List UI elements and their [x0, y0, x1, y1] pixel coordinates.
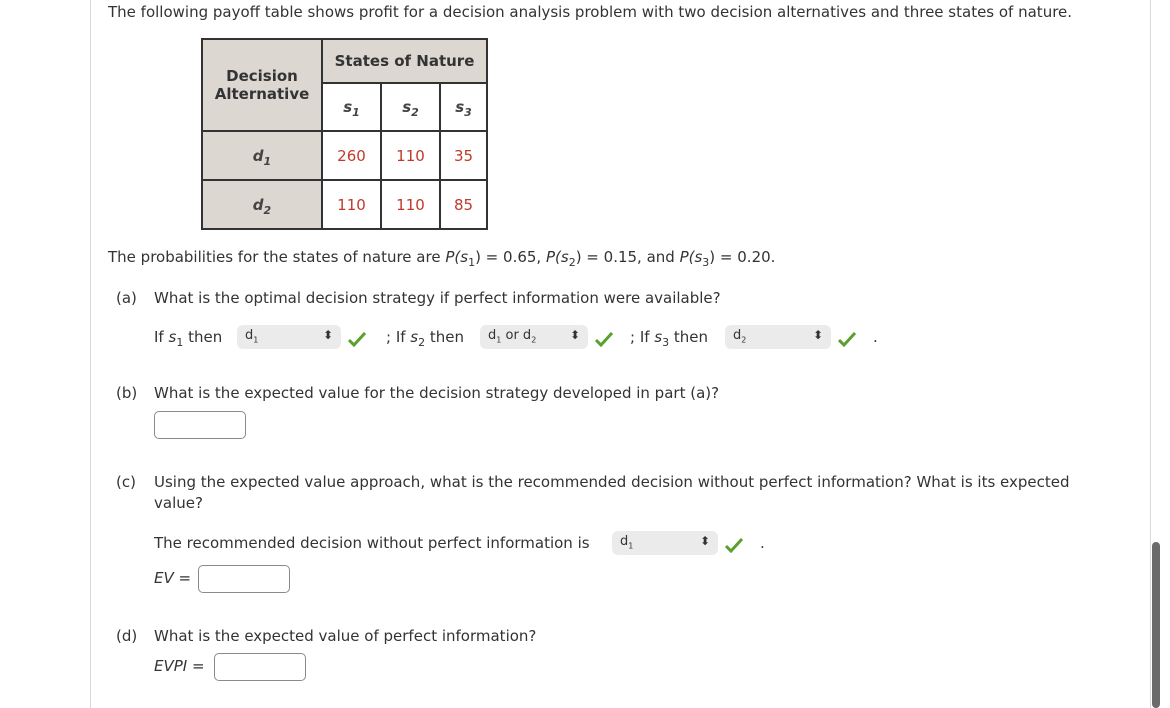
part-a-period: .: [873, 328, 878, 346]
part-c-label: (c): [116, 473, 136, 491]
payoff-cell: 110: [381, 180, 440, 229]
decision-d1: $d_1$: [202, 131, 322, 180]
updown-arrow-icon: ⬍: [699, 534, 710, 548]
right-margin-rule: [1150, 0, 1151, 708]
payoff-cell: 260: [322, 131, 381, 180]
probabilities-text: The probabilities for the states of nature are $P(s_1) = 0.65$, $P(s_2) = 0.15$, and $P(s_3) = 0.20$.: [108, 248, 776, 269]
checkmark-icon: [348, 331, 366, 347]
decision-alternative-header: [202, 39, 322, 131]
payoff-cell: 35: [440, 131, 487, 180]
table-row: [202, 180, 487, 229]
evpi-input[interactable]: [214, 653, 306, 681]
left-margin-rule: [90, 0, 91, 708]
intro-text: The following payoff table shows profit for a decision analysis problem with two decision alternatives and three states of nature.: [108, 3, 1073, 21]
state-header-s2: $s_2$: [381, 83, 440, 131]
table-row: [202, 131, 487, 180]
updown-arrow-icon: ⬍: [812, 328, 823, 342]
part-a-question: What is the optimal decision strategy if perfect information were available?: [154, 289, 721, 307]
part-a-label: (a): [116, 289, 137, 307]
part-a-if-s1: If $s_1$ then: [154, 328, 223, 349]
part-c-question-line1: Using the expected value approach, what is the recommended decision without perfect information? What is its expected: [154, 473, 1070, 491]
part-a-if-s2: ; If $s_2$ then: [386, 328, 465, 349]
part-d-question: What is the expected value of perfect information?: [154, 627, 537, 645]
ev-label: EV =: [154, 569, 192, 587]
evpi-label: EVPI =: [154, 657, 205, 675]
part-a-if-s3: ; If $s_3$ then: [630, 328, 709, 349]
decision-header-line1: Decision: [226, 67, 298, 85]
part-d-label: (d): [116, 627, 138, 645]
part-b-label: (b): [116, 384, 138, 402]
ev-input[interactable]: [198, 565, 290, 593]
payoff-cell: 110: [381, 131, 440, 180]
vertical-scrollbar[interactable]: [1152, 542, 1160, 708]
updown-arrow-icon: ⬍: [569, 328, 580, 342]
strategy-s1-select[interactable]: $d_1$ ⬍: [237, 325, 341, 349]
recommend-text: The recommended decision without perfect information is: [154, 534, 590, 552]
checkmark-icon: [595, 331, 613, 347]
state-header-s1: $s_1$: [322, 83, 381, 131]
states-of-nature-header: States of Nature: [322, 39, 487, 83]
payoff-cell: 110: [322, 180, 381, 229]
decision-header-line2: Alternative: [214, 85, 310, 103]
updown-arrow-icon: ⬍: [322, 328, 333, 342]
recommended-decision-select[interactable]: $d_1$ ⬍: [612, 531, 718, 555]
decision-d2: $d_2$: [202, 180, 322, 229]
part-c-question-line2: value?: [154, 494, 203, 512]
part-b-question: What is the expected value for the decision strategy developed in part (a)?: [154, 384, 720, 402]
checkmark-icon: [838, 331, 856, 347]
state-header-s3: $s_3$: [440, 83, 487, 131]
expected-value-input[interactable]: [154, 411, 246, 439]
payoff-table: [201, 38, 488, 230]
part-c-period: .: [760, 534, 765, 552]
checkmark-icon: [725, 537, 743, 553]
payoff-cell: 85: [440, 180, 487, 229]
strategy-s2-select[interactable]: $d_1$ or $d_2$ ⬍: [480, 325, 588, 349]
strategy-s3-select[interactable]: $d_2$ ⬍: [725, 325, 831, 349]
